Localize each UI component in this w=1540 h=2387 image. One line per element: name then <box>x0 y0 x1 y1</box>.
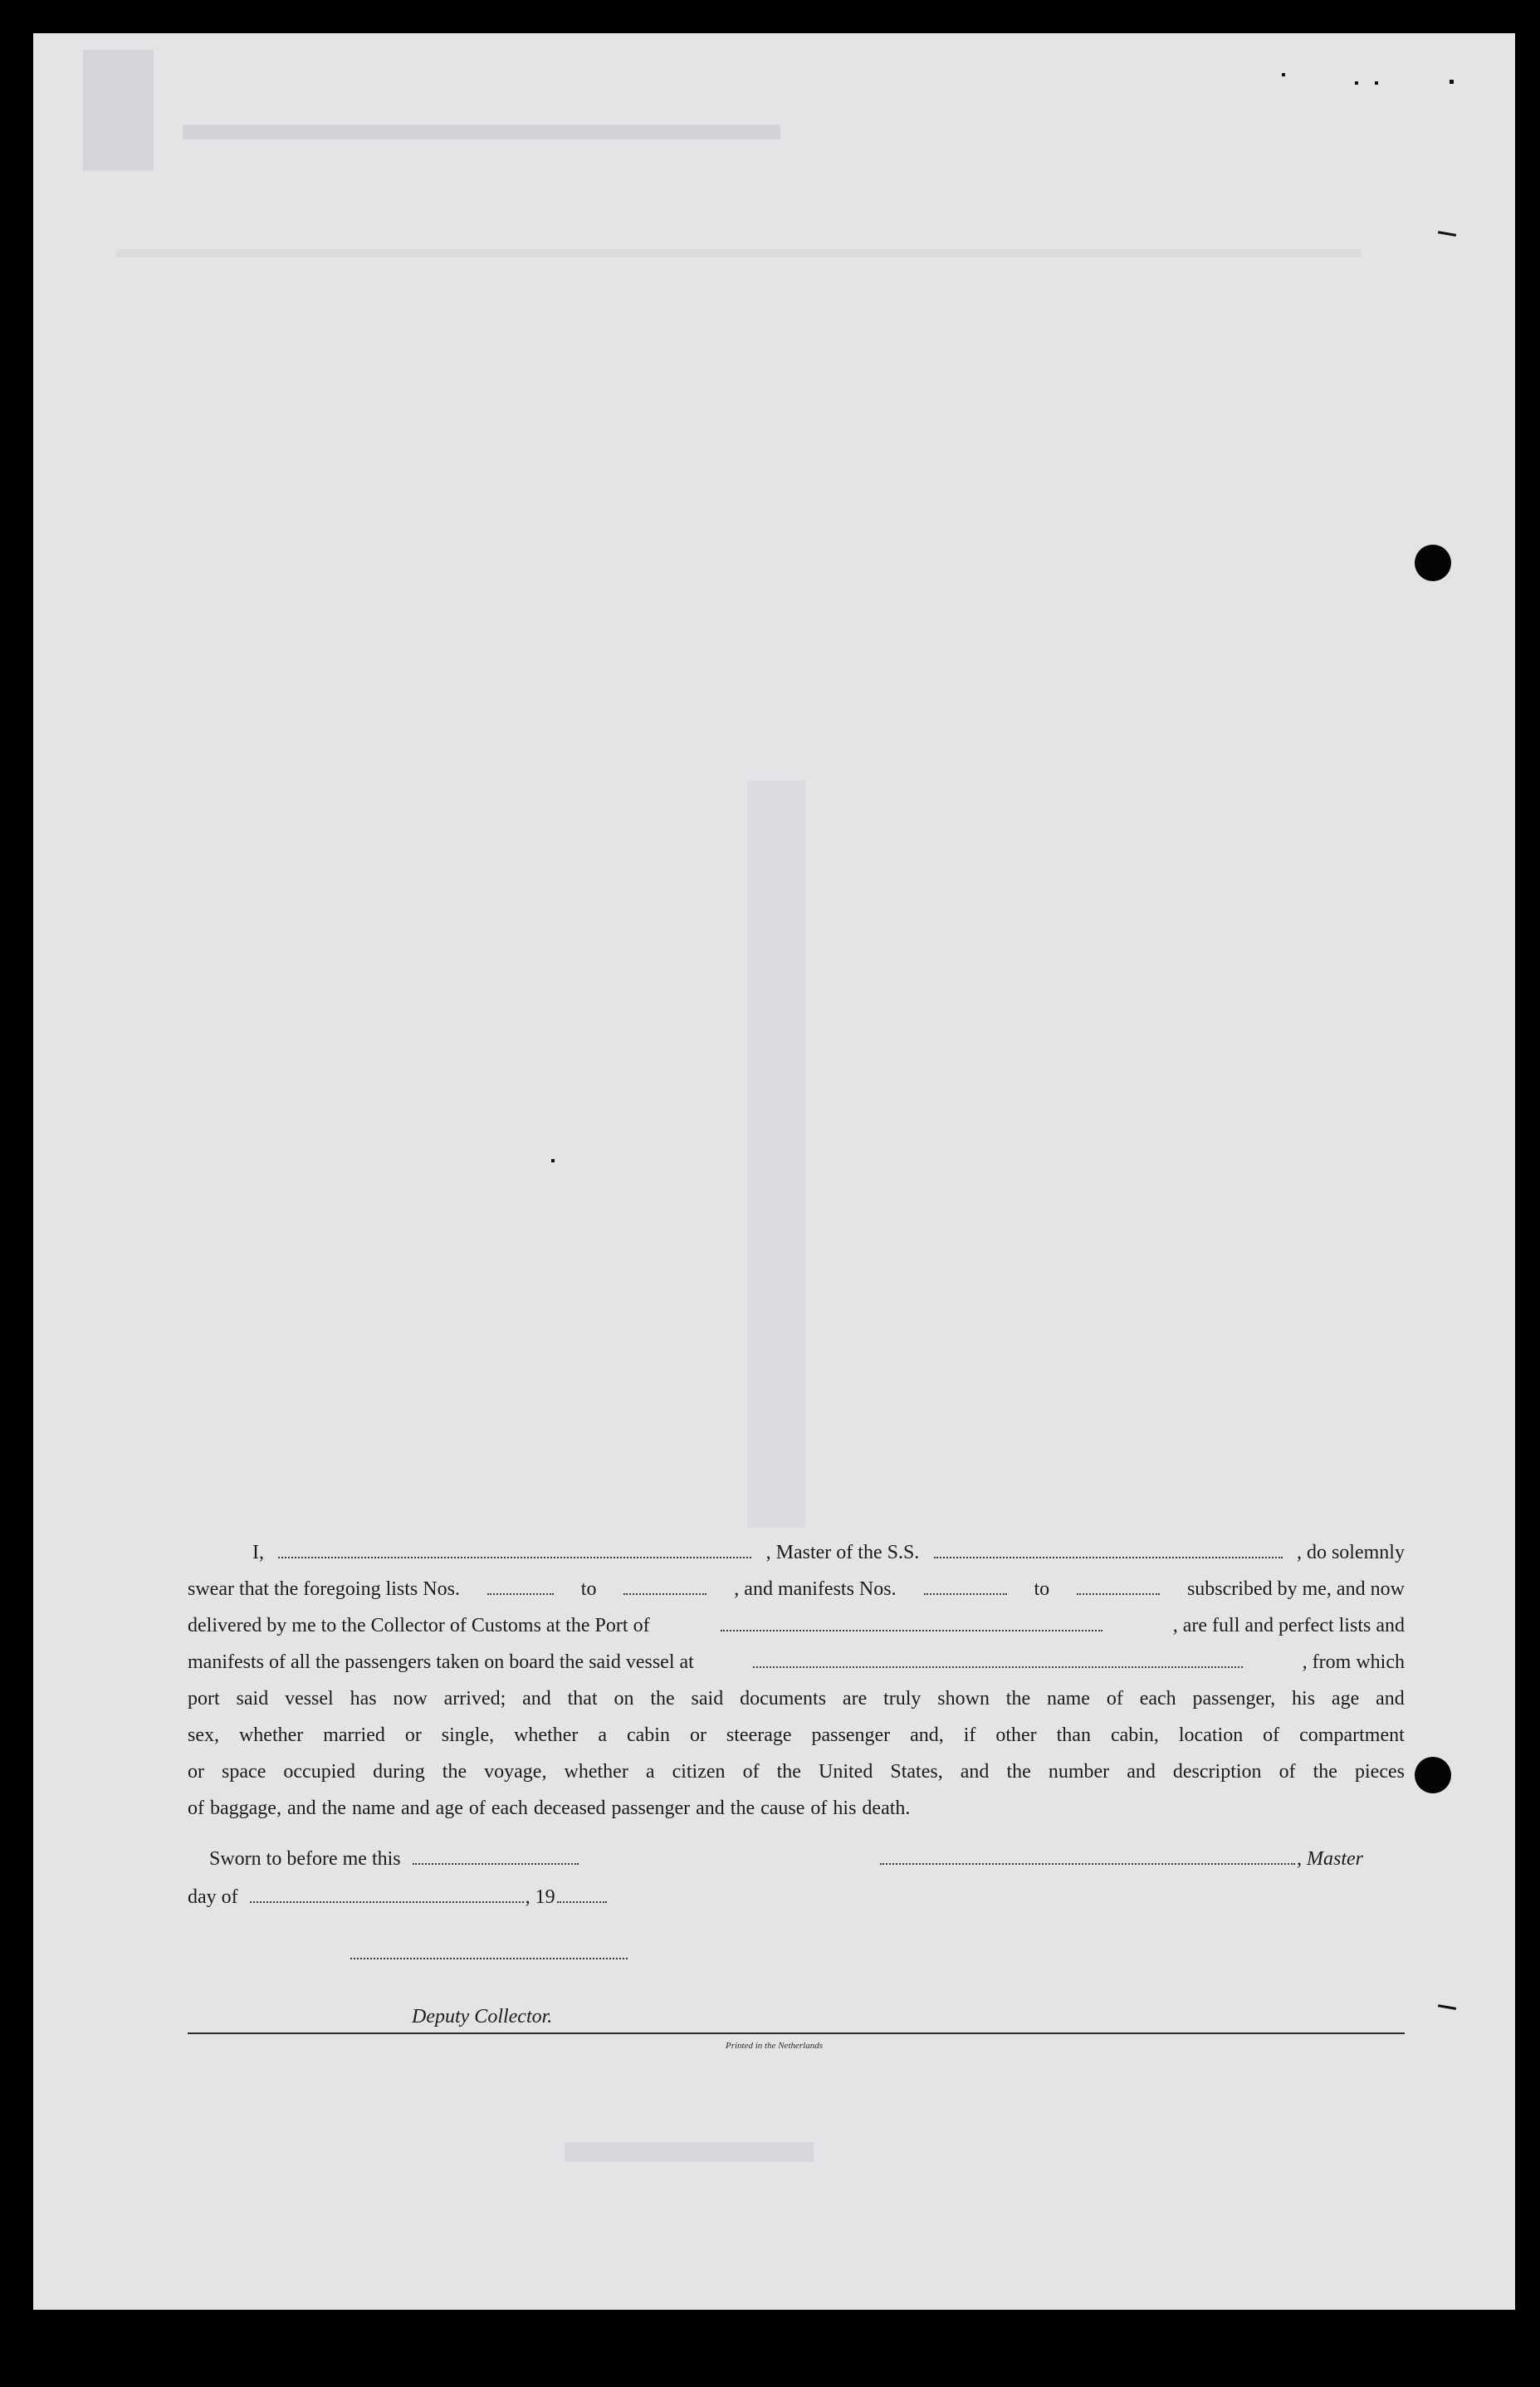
master-of-ss-label: , Master of the S.S. <box>765 1542 920 1563</box>
declaration-line-5 <box>188 1680 1405 1717</box>
bleed-through-band <box>183 125 780 139</box>
declaration-word: documents <box>740 1688 827 1710</box>
declaration-word: name <box>351 1798 395 1819</box>
sworn-label: Sworn to before me this <box>209 1848 401 1870</box>
port-of-label: delivered by me to the Collector of Customs at the Port of <box>188 1615 650 1636</box>
declaration-word: and <box>1127 1761 1156 1783</box>
declaration-word: cabin, <box>1110 1724 1159 1746</box>
declaration-word: arrived; <box>443 1688 506 1710</box>
declaration-line-2 <box>188 1571 1405 1607</box>
lists-to-label: to <box>580 1578 597 1600</box>
declaration-line-8 <box>188 1790 1405 1827</box>
manifests-to-label: to <box>1034 1578 1050 1600</box>
year-prefix-label: , 19 <box>525 1886 555 1908</box>
pronoun-i: I, <box>252 1542 264 1563</box>
declaration-word: said <box>691 1688 724 1710</box>
declaration-word: than <box>1056 1724 1091 1746</box>
declaration-word: said <box>236 1688 269 1710</box>
declaration-word: and <box>960 1761 990 1783</box>
declaration-word: whether <box>564 1761 628 1783</box>
scan-speck <box>1438 231 1456 237</box>
document-page <box>33 33 1515 2310</box>
declaration-word: occupied <box>283 1761 356 1783</box>
declaration-line-3 <box>188 1607 1405 1644</box>
declaration-word: whether <box>238 1724 304 1746</box>
sworn-row <box>209 1848 580 1871</box>
declaration-word: citizen <box>672 1761 726 1783</box>
declaration-word: vessel <box>285 1688 334 1710</box>
declaration-word: description <box>1172 1761 1262 1783</box>
declaration-word: a <box>645 1761 655 1783</box>
declaration-word: the <box>650 1688 675 1710</box>
deputy-signature-line[interactable] <box>349 1943 629 1965</box>
declaration-word: sex, <box>188 1724 219 1746</box>
declaration-word: shown <box>937 1688 990 1710</box>
declaration-word: age <box>1331 1688 1360 1710</box>
declaration-word: steerage <box>726 1724 792 1746</box>
scan-speck <box>1438 2004 1456 2010</box>
declaration-word: other <box>995 1724 1037 1746</box>
scan-speck <box>1375 81 1378 85</box>
declaration-word: deceased <box>533 1798 606 1819</box>
declaration-word: of <box>1278 1761 1296 1783</box>
punch-hole <box>1415 1757 1451 1793</box>
declaration-word: and, <box>910 1724 944 1746</box>
taken-on-board-label: manifests of all the passengers taken on board the said vessel at <box>188 1651 694 1673</box>
printer-imprint: Printed in the Netherlands <box>725 2041 823 2051</box>
declaration-word: of <box>468 1798 486 1819</box>
declaration-word: truly <box>883 1688 922 1710</box>
declaration-word: port <box>188 1688 220 1710</box>
declaration-word: now <box>393 1688 428 1710</box>
subscribed-label: subscribed by me, and now <box>1186 1578 1405 1600</box>
deputy-collector-label: Deputy Collector. <box>412 2006 553 2027</box>
sworn-date-field[interactable] <box>413 1848 579 1865</box>
declaration-word: his <box>1292 1688 1316 1710</box>
declaration-word: has <box>350 1688 377 1710</box>
declaration-line-6 <box>188 1717 1405 1754</box>
bleed-through-band <box>116 249 1362 257</box>
master-name-field[interactable] <box>278 1542 751 1558</box>
month-field[interactable] <box>250 1886 524 1903</box>
port-of-departure-field[interactable] <box>753 1651 1243 1668</box>
scan-speck <box>1450 80 1454 84</box>
declaration-word: the <box>1313 1761 1337 1783</box>
declaration-word: or <box>188 1761 204 1783</box>
declaration-word: and <box>696 1798 725 1819</box>
declaration-word: the <box>321 1798 346 1819</box>
declaration-word: name <box>1046 1688 1090 1710</box>
declaration-word: and <box>286 1798 316 1819</box>
declaration-word: the <box>730 1798 755 1819</box>
lists-from-field[interactable] <box>487 1578 554 1595</box>
declaration-word: age <box>435 1798 463 1819</box>
declaration-word: compartment <box>1299 1724 1405 1746</box>
bleed-through-mark: █ <box>83 51 154 162</box>
declaration-word: voyage, <box>484 1761 547 1783</box>
declaration-word: each <box>1139 1688 1176 1710</box>
declaration-word: States, <box>890 1761 943 1783</box>
declaration-word: of <box>742 1761 760 1783</box>
declaration-word: death. <box>862 1798 911 1819</box>
declaration-word: cause <box>760 1798 805 1819</box>
declaration-word: United <box>819 1761 873 1783</box>
declaration-word: of <box>810 1798 828 1819</box>
declaration-word: and <box>522 1688 551 1710</box>
bleed-through-band <box>565 2142 814 2162</box>
declaration-word: on <box>614 1688 634 1710</box>
bleed-through-band <box>747 780 805 1528</box>
master-signature-row <box>878 1848 1363 1871</box>
do-solemnly-label: , do solemnly <box>1296 1542 1405 1563</box>
declaration-word: space <box>222 1761 266 1783</box>
declaration-word: or <box>404 1724 422 1746</box>
footer-rule <box>188 2032 1405 2034</box>
day-of-label: day of <box>188 1886 238 1908</box>
scan-speck <box>1282 73 1285 76</box>
declaration-line-1 <box>188 1534 1405 1571</box>
declaration-word: and <box>1376 1688 1405 1710</box>
declaration-word: passenger <box>611 1798 691 1819</box>
declaration-word: during <box>373 1761 425 1783</box>
declaration-word: of <box>188 1798 204 1819</box>
declaration-word: passenger <box>811 1724 891 1746</box>
declaration-line-7 <box>188 1754 1405 1790</box>
declaration-word: each <box>491 1798 528 1819</box>
declaration-word: location <box>1178 1724 1244 1746</box>
declaration-word: the <box>1006 1761 1031 1783</box>
declaration-word: the <box>776 1761 801 1783</box>
master-declaration <box>188 1534 1405 1827</box>
declaration-word: of <box>1263 1724 1280 1746</box>
declaration-word: the <box>442 1761 467 1783</box>
declaration-word: number <box>1048 1761 1110 1783</box>
vessel-name-field[interactable] <box>934 1542 1283 1558</box>
punch-hole <box>1415 545 1451 581</box>
year-field[interactable] <box>557 1886 607 1903</box>
declaration-word: baggage, <box>210 1798 281 1819</box>
from-which-label: , from which <box>1302 1651 1405 1673</box>
declaration-word: a <box>598 1724 608 1746</box>
port-of-arrival-field[interactable] <box>721 1615 1102 1631</box>
declaration-word: passenger, <box>1192 1688 1276 1710</box>
manifests-from-field[interactable] <box>924 1578 1007 1595</box>
declaration-word: pieces <box>1355 1761 1405 1783</box>
declaration-word: if <box>963 1724 976 1746</box>
declaration-word: or <box>689 1724 706 1746</box>
declaration-word: are <box>842 1688 868 1710</box>
declaration-word: of <box>1106 1688 1123 1710</box>
manifests-to-field[interactable] <box>1077 1578 1160 1595</box>
scan-speck <box>551 1159 555 1162</box>
day-of-row <box>188 1886 609 1909</box>
declaration-word: his <box>833 1798 857 1819</box>
lists-to-field[interactable] <box>623 1578 706 1595</box>
declaration-word: single, <box>441 1724 495 1746</box>
declaration-word: married <box>323 1724 385 1746</box>
declaration-word: cabin <box>626 1724 670 1746</box>
declaration-word: and <box>400 1798 430 1819</box>
manifests-nos-label: , and manifests Nos. <box>734 1578 897 1600</box>
declaration-word: the <box>1005 1688 1031 1710</box>
master-signature-field[interactable] <box>880 1848 1295 1865</box>
full-perfect-label: , are full and perfect lists and <box>1172 1615 1405 1636</box>
declaration-line-4 <box>188 1644 1405 1680</box>
declaration-word: whether <box>514 1724 579 1746</box>
lists-nos-label: swear that the foregoing lists Nos. <box>188 1578 460 1600</box>
scan-speck <box>1355 81 1358 85</box>
master-signature-label: , Master <box>1297 1848 1363 1870</box>
declaration-word: that <box>567 1688 598 1710</box>
